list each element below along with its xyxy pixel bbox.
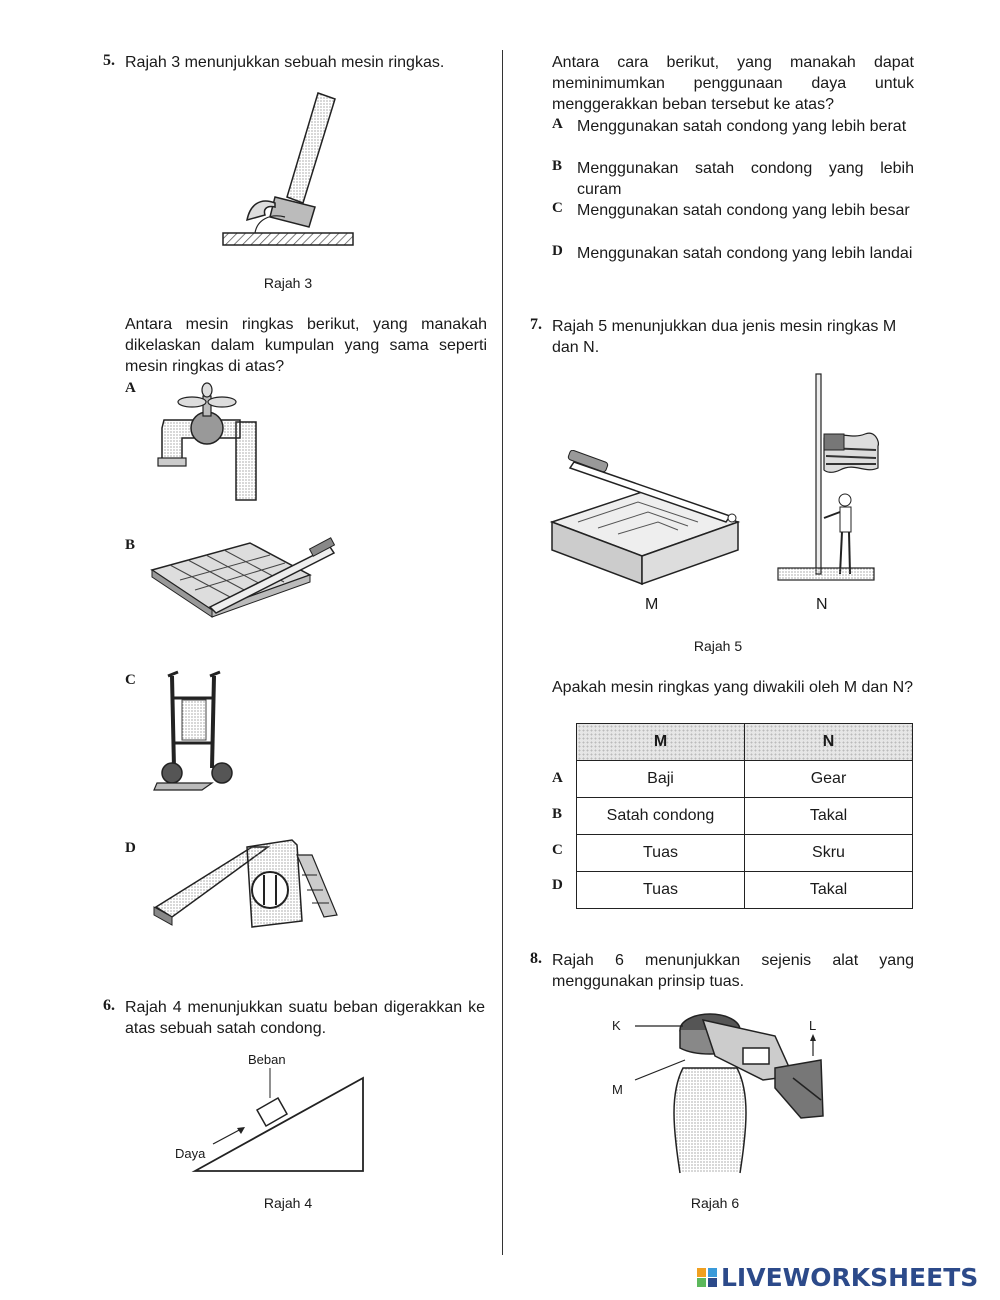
q6-option-d-letter[interactable]: D	[552, 243, 563, 259]
q6-question: Antara cara berikut, yang manakah dapat meminimumkan penggunaan daya untuk menggerakkan beban tersebut ke atas?	[552, 54, 914, 113]
q6-caption: Rajah 4	[263, 1195, 313, 1211]
q6-option-c-text[interactable]: Menggunakan satah condong yang lebih besar	[577, 202, 910, 219]
q8-caption: Rajah 6	[690, 1195, 740, 1211]
table-cell-n: Gear	[745, 761, 913, 798]
daya-label: Daya	[175, 1146, 206, 1161]
q7-intro: Rajah 5 menunjukkan dua jenis mesin ringkas M dan N.	[552, 318, 897, 356]
column-divider	[502, 50, 503, 1255]
q7-option-b-letter[interactable]: B	[552, 806, 563, 822]
q7-question: Apakah mesin ringkas yang diwakili oleh M dan N?	[552, 679, 914, 696]
q6-option-d-text[interactable]: Menggunakan satah condong yang lebih landai	[577, 245, 913, 262]
q7-option-d-letter[interactable]: D	[552, 877, 563, 893]
table-row[interactable]	[577, 835, 913, 872]
q7-answer-table	[576, 723, 913, 909]
label-k: K	[612, 1018, 621, 1033]
q6-option-c-letter[interactable]: C	[552, 200, 563, 216]
table-cell-m: Tuas	[577, 872, 745, 909]
water-tap-icon	[152, 380, 264, 502]
hammer-figure	[215, 85, 360, 255]
table-cell-m: Satah condong	[577, 798, 745, 835]
paper-cutter-icon	[150, 535, 340, 620]
q5-option-b-letter[interactable]: B	[125, 537, 136, 553]
table-cell-m: Tuas	[577, 835, 745, 872]
table-cell-n: Takal	[745, 872, 913, 909]
q6-number: 6.	[103, 997, 115, 1014]
q7-option-a-letter[interactable]: A	[552, 770, 563, 786]
label-m: M	[645, 596, 659, 613]
q6-option-a-text[interactable]: Menggunakan satah condong yang lebih berat	[577, 118, 907, 135]
liveworksheets-logo	[697, 1263, 978, 1292]
q5-caption: Rajah 3	[263, 275, 313, 291]
q7-caption: Rajah 5	[693, 638, 743, 654]
q5-intro: Rajah 3 menunjukkan sebuah mesin ringkas.	[125, 54, 445, 71]
table-row[interactable]	[577, 872, 913, 909]
table-header-m: M	[577, 724, 745, 761]
playground-slide-icon	[152, 835, 342, 930]
table-header-row	[577, 724, 913, 761]
paper-cutter-m-figure	[548, 450, 748, 595]
q5-number: 5.	[103, 52, 115, 69]
q7-number: 7.	[530, 316, 542, 333]
label-m-opener: M	[612, 1082, 623, 1097]
flagpole-n-figure	[770, 370, 885, 585]
q5-option-a-letter[interactable]: A	[125, 380, 136, 396]
table-header-n: N	[745, 724, 913, 761]
hand-trolley-icon	[152, 668, 237, 793]
q6-intro: Rajah 4 menunjukkan suatu beban digerakkan ke atas sebuah satah condong.	[125, 999, 485, 1037]
label-l: L	[809, 1018, 817, 1033]
q8-number: 8.	[530, 950, 542, 967]
q6-option-a-letter[interactable]: A	[552, 116, 563, 132]
table-cell-m: Baji	[577, 761, 745, 798]
q6-option-b-text[interactable]: Menggunakan satah condong yang lebih curam	[577, 160, 914, 198]
q7-option-c-letter[interactable]: C	[552, 842, 563, 858]
bottle-opener-figure	[625, 1008, 835, 1178]
beban-label: Beban	[248, 1052, 286, 1067]
table-row[interactable]	[577, 761, 913, 798]
q6-option-b-letter[interactable]: B	[552, 158, 563, 174]
table-row[interactable]	[577, 798, 913, 835]
q8-intro: Rajah 6 menunjukkan sejenis alat yang menggunakan prinsip tuas.	[552, 952, 914, 990]
table-cell-n: Skru	[745, 835, 913, 872]
logo-grid-icon	[697, 1268, 718, 1287]
q5-option-d-letter[interactable]: D	[125, 840, 136, 856]
table-cell-n: Takal	[745, 798, 913, 835]
logo-text: LIVEWORKSHEETS	[721, 1263, 979, 1292]
q5-option-c-letter[interactable]: C	[125, 672, 136, 688]
label-n: N	[816, 596, 828, 613]
q5-question: Antara mesin ringkas berikut, yang manakah dikelaskan dalam kumpulan yang sama seperti mesin ringkas di atas?	[125, 316, 487, 375]
